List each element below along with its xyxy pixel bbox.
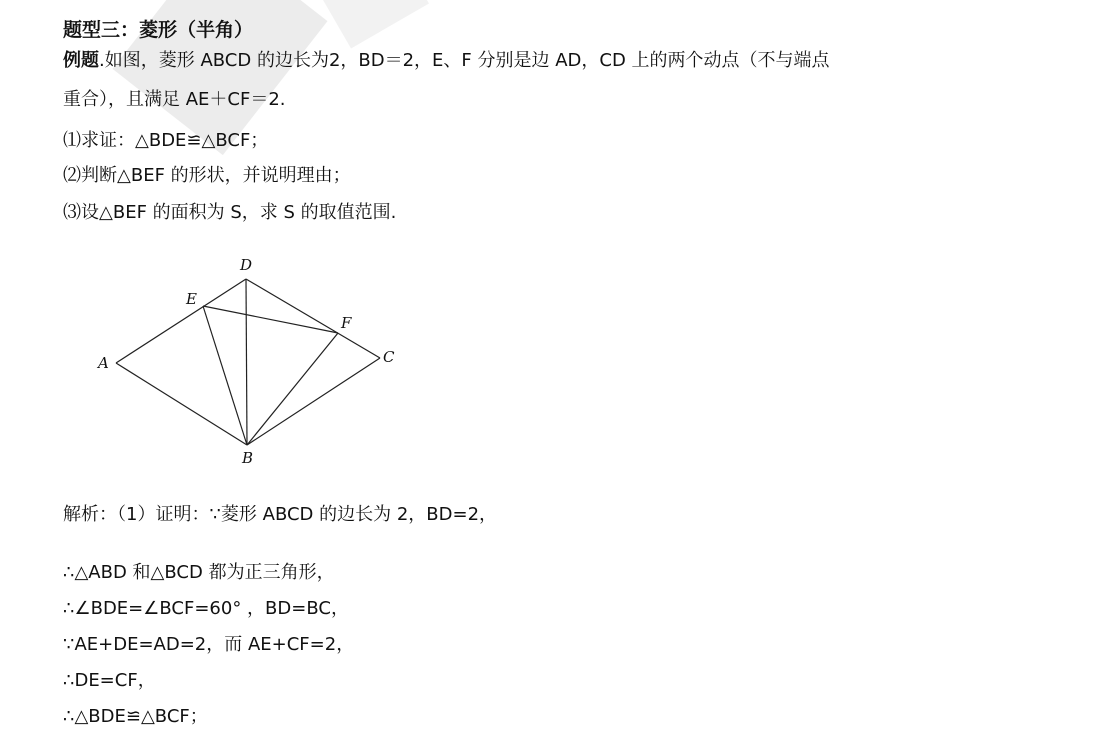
example-line-1 <box>63 49 830 73</box>
question-3: ⑶设△BEF 的面积为 S，求 S 的取值范围. <box>63 202 397 223</box>
point-label-B: B <box>242 449 254 467</box>
solution-line-2: ∴△ABD 和△BCD 都为正三角形， <box>63 562 335 583</box>
solution-line-3: ∴∠BDE=∠BCF=60° ，BD=BC， <box>63 598 349 619</box>
question-2: ⑵判断△BEF 的形状，并说明理由； <box>63 165 351 186</box>
example-label: 例题 <box>63 50 99 71</box>
point-label-F: F <box>341 314 352 332</box>
example-text: .如图，菱形 ABCD 的边长为2，BD＝2，E、F 分别是边 AD，CD 上的两个动点（不与端点 <box>99 50 830 71</box>
segment-EB <box>203 306 247 445</box>
question-1: ⑴求证：△BDE≌△BCF； <box>63 130 269 151</box>
example-line-2: 重合），且满足 AE＋CF＝2. <box>63 89 286 110</box>
point-label-D: D <box>240 256 253 274</box>
segment-CB <box>247 358 380 445</box>
segment-EF <box>203 306 338 333</box>
point-label-A: A <box>98 354 109 372</box>
segment-BD <box>246 279 247 445</box>
segment-FB <box>247 333 338 445</box>
watermark-shape <box>321 0 429 48</box>
solution-line-6: ∴△BDE≌△BCF； <box>63 706 208 727</box>
section-heading: 题型三：菱形（半角） <box>63 19 254 41</box>
solution-line-4: ∵AE+DE=AD=2，而 AE+CF=2， <box>63 634 355 655</box>
solution-line-5: ∴DE=CF， <box>63 670 156 691</box>
solution-line-1: 解析：（1）证明：∵菱形 ABCD 的边长为 2，BD=2， <box>63 504 498 525</box>
segment-AD <box>116 279 246 363</box>
point-label-E: E <box>186 290 197 308</box>
segment-BA <box>116 363 247 445</box>
rhombus-figure <box>80 248 420 478</box>
point-label-C: C <box>383 348 395 366</box>
